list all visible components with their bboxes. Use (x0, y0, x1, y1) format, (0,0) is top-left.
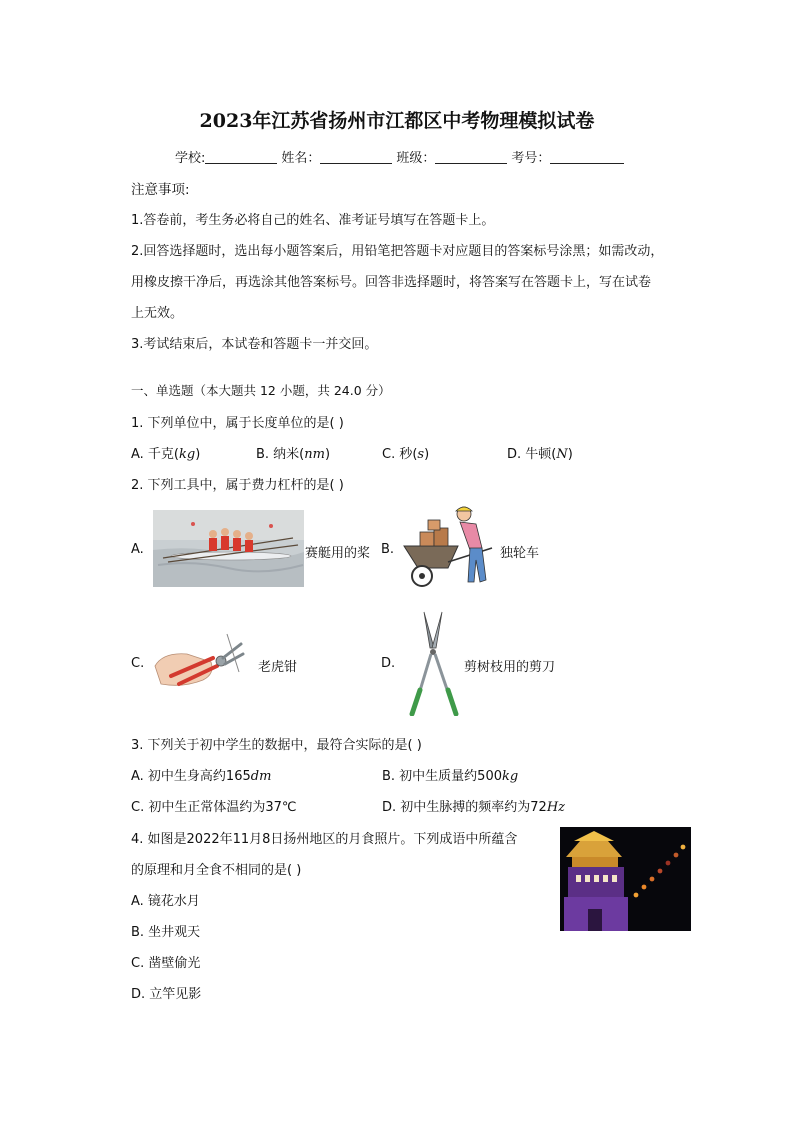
q2-option-a-letter: A. (131, 542, 144, 557)
wheelbarrow-worker-image (400, 502, 500, 592)
q2-option-d-letter: D. (381, 656, 396, 671)
q1-stem: 1. 下列单位中，属于长度单位的是( ) (131, 416, 344, 431)
page-title: 2023年江苏省扬州市江都区中考物理模拟试卷 (199, 110, 595, 132)
school-label: 学校: (175, 151, 206, 166)
q3-stem: 3. 下列关于初中学生的数据中，最符合实际的是( ) (131, 738, 422, 753)
q4-option-b: B. 坐井观天 (131, 925, 201, 940)
note-2b: 用橡皮擦干净后，再选涂其他答案标号。回答非选择题时，将答案写在答题卡上，写在试卷 (131, 275, 652, 290)
q1-option-b: B. 纳米(nm) (256, 447, 331, 462)
q2-option-b-label: 独轮车 (500, 546, 540, 561)
section-heading: 一、单选题（本大题共 12 小题，共 24.0 分） (131, 383, 391, 398)
rowing-boat-image (153, 510, 304, 587)
lunar-eclipse-photo (560, 827, 691, 931)
q4-option-c: C. 凿壁偷光 (131, 956, 201, 971)
q2-stem: 2. 下列工具中，属于费力杠杆的是( ) (131, 478, 344, 493)
note-2a: 2.回答选择题时，选出每小题答案后，用铅笔把答题卡对应题目的答案标号涂黑；如需改动， (131, 244, 664, 259)
q3-option-b: B. 初中生质量约500kg (382, 769, 519, 784)
note-3: 3.考试结束后，本试卷和答题卡一并交回。 (131, 337, 378, 352)
exam-no-blank (550, 151, 624, 164)
q4-stem-line1: 4. 如图是2022年11月8日扬州地区的月食照片。下列成语中所蕴含 (131, 832, 518, 847)
q2-option-a-label: 赛艇用的桨 (305, 546, 371, 561)
note-2c: 上无效。 (131, 306, 184, 321)
q1-option-a: A. 千克(kg) (131, 447, 201, 462)
q2-option-c-letter: C. (131, 656, 145, 671)
q4-stem-line2: 的原理和月全食不相同的是( ) (131, 863, 302, 878)
q3-option-c: C. 初中生正常体温约为37℃ (131, 800, 297, 815)
q2-option-b-letter: B. (381, 542, 395, 557)
pruning-shears-image (402, 608, 464, 716)
q1-option-c: C. 秒(s) (382, 447, 430, 462)
class-blank (435, 151, 507, 164)
q2-option-d-label: 剪树枝用的剪刀 (464, 660, 556, 675)
pliers-hand-image (153, 632, 245, 694)
name-blank (320, 151, 392, 164)
q2-option-c-label: 老虎钳 (258, 660, 298, 675)
q1-option-d: D. 牛顿(N) (507, 447, 573, 462)
q3-option-a: A. 初中生身高约165dm (131, 769, 272, 784)
notes-heading: 注意事项: (131, 182, 190, 198)
class-label: 班级： (396, 151, 436, 166)
school-blank (205, 151, 277, 164)
q4-option-a: A. 镜花水月 (131, 894, 200, 909)
q3-option-d: D. 初中生脉搏的频率约为72Hz (382, 800, 566, 815)
note-1: 1.答卷前，考生务必将自己的姓名、准考证号填写在答题卡上。 (131, 213, 495, 228)
q4-option-d: D. 立竿见影 (131, 987, 202, 1002)
name-label: 姓名： (281, 151, 321, 166)
student-info-line (175, 147, 624, 166)
exam-no-label: 考号： (511, 151, 551, 166)
